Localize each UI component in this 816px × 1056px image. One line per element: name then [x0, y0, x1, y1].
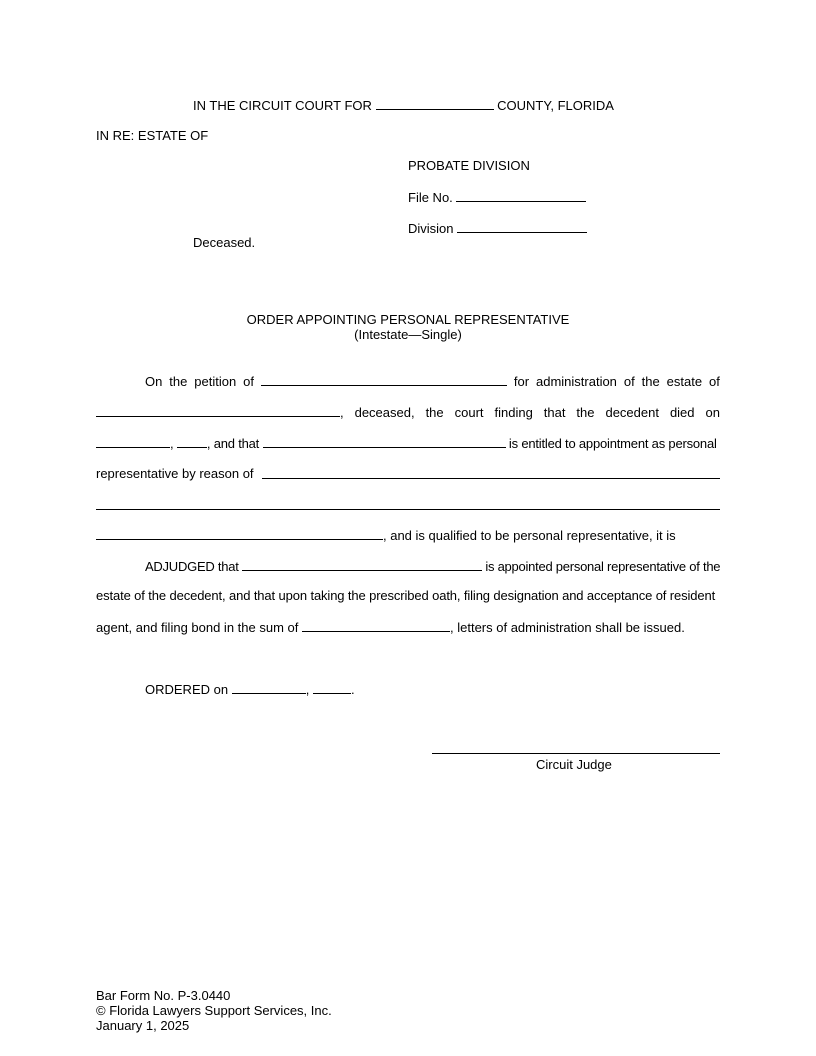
signature-line[interactable] [432, 753, 720, 754]
text-comma: , [206, 436, 211, 451]
text-the: the [425, 405, 444, 420]
text-on: On [145, 374, 163, 389]
text-died: died [669, 405, 695, 420]
body-line-8: estate of the decedent, and that upon taking the prescribed oath, filing designation and acceptance of resident [96, 588, 716, 603]
copyright-line: © Florida Lawyers Support Services, Inc. [96, 1003, 332, 1018]
appointee-blank[interactable] [242, 558, 482, 571]
text-finding: finding [494, 405, 533, 420]
body-line-4 [96, 466, 254, 481]
ordered-date-blank[interactable] [232, 681, 306, 694]
text-estate: estate [666, 374, 703, 389]
text-petition: petition [194, 374, 237, 389]
text-of: of [243, 374, 254, 389]
text-comma: , [340, 405, 344, 420]
ordered-label: ORDERED on [145, 682, 229, 697]
text-for: for [513, 374, 530, 389]
decedent-name-group [96, 404, 344, 420]
file-no-row [408, 189, 586, 205]
ordered-line [145, 681, 355, 697]
text-deceased: deceased, [354, 405, 415, 420]
text-the: the [576, 405, 595, 420]
text-qualified: , and is qualified to be personal representative, it is [383, 528, 676, 543]
form-date: January 1, 2025 [96, 1018, 190, 1033]
file-no-label: File No. [408, 190, 453, 205]
text-and-that: and that [213, 436, 260, 451]
entitled-person-blank[interactable] [263, 435, 506, 448]
court-prefix: IN THE CIRCUIT COURT FOR [193, 98, 372, 113]
file-no-blank[interactable] [456, 189, 586, 202]
reason-blank-2[interactable] [96, 509, 720, 510]
probate-division-label: PROBATE DIVISION [408, 158, 530, 173]
text-comma: , [305, 682, 310, 697]
text-administration: administration [535, 374, 617, 389]
court-heading [193, 97, 614, 113]
division-blank[interactable] [457, 220, 587, 233]
county-blank[interactable] [376, 97, 494, 110]
body-line-2 [96, 404, 720, 420]
body-line-1 [145, 373, 720, 389]
deceased-label: Deceased. [193, 235, 256, 250]
text-on: on [705, 405, 720, 420]
decedent-name-blank[interactable] [96, 404, 340, 417]
body-line-9 [96, 619, 685, 635]
text-of: of [709, 374, 720, 389]
division-label: Division [408, 221, 454, 236]
petitioner-blank[interactable] [261, 373, 507, 386]
text-appointed: is appointed personal representative of the [485, 559, 721, 574]
circuit-judge-label: Circuit Judge [536, 757, 612, 772]
body-line-7 [145, 558, 720, 574]
text-the: the [641, 374, 660, 389]
text-comma: , [170, 436, 174, 451]
bond-amount-blank[interactable] [302, 619, 450, 632]
reason-blank-1[interactable] [262, 478, 720, 479]
text-of: of [623, 374, 635, 389]
text-period: . [350, 682, 355, 697]
body-line-3 [96, 435, 717, 451]
text-reason: representative by reason of [96, 466, 254, 481]
text-letters: , letters of administration shall be issued. [450, 620, 685, 635]
text-adjudged: ADJUDGED that [145, 559, 239, 574]
division-row [408, 220, 587, 236]
reason-blank-3[interactable] [96, 527, 383, 540]
document-subtitle: (Intestate—Single) [354, 327, 462, 342]
text-that: that [543, 405, 566, 420]
text-entitled: is entitled to appointment as personal [508, 436, 717, 451]
text-the: the [169, 374, 188, 389]
body-line-6 [96, 527, 676, 543]
death-year-blank[interactable] [177, 435, 207, 448]
court-suffix: COUNTY, FLORIDA [497, 98, 614, 113]
text-decedent: decedent [605, 405, 659, 420]
in-re-label: IN RE: ESTATE OF [96, 128, 209, 143]
death-date-blank[interactable] [96, 435, 170, 448]
text-bond: agent, and filing bond in the sum of [96, 620, 299, 635]
ordered-year-blank[interactable] [313, 681, 351, 694]
text-court: court [454, 405, 484, 420]
document-title: ORDER APPOINTING PERSONAL REPRESENTATIVE [246, 312, 570, 327]
bar-form-number: Bar Form No. P-3.0440 [96, 988, 231, 1003]
